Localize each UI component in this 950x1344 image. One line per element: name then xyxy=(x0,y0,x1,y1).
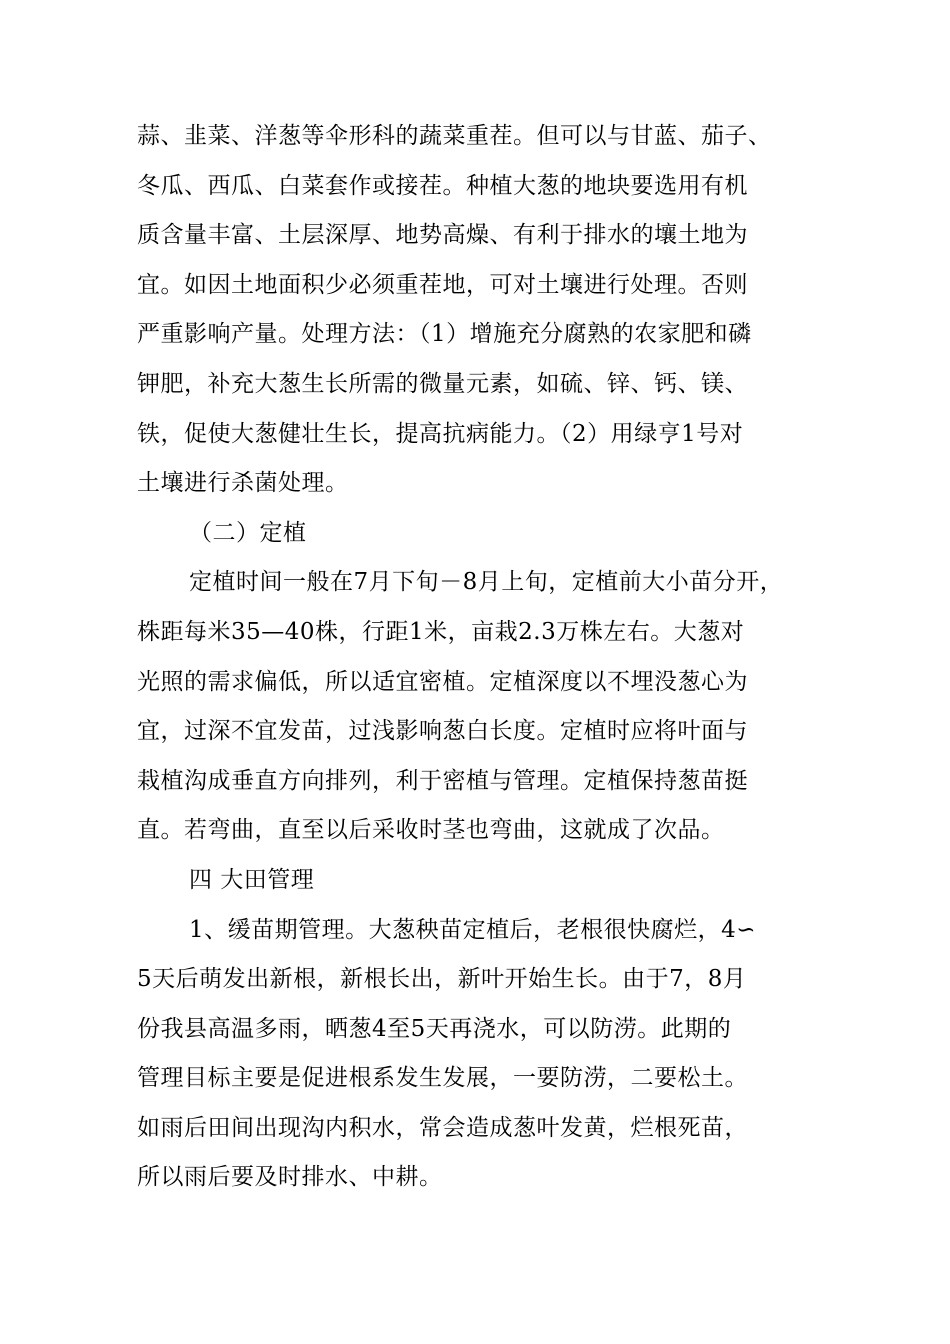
text-line: 管理目标主要是促进根系发生发展，一要防涝，二要松土。 xyxy=(137,1065,748,1092)
text-line: 质含量丰富、土层深厚、地势高燥、有利于排水的壤土地为 xyxy=(137,222,748,249)
text-line: 宜，过深不宜发苗，过浅影响葱白长度。定植时应将叶面与 xyxy=(137,718,748,745)
body-text xyxy=(137,112,827,1203)
text-line: 栽植沟成垂直方向排列，利于密植与管理。定植保持葱苗挺 xyxy=(137,767,748,794)
text-line: （二）定植 xyxy=(189,519,307,546)
text-line: 定植时间一般在7月下旬－8月上旬，定植前大小苗分开， xyxy=(189,569,784,596)
text-line: 株距每米35—40株，行距1米，亩栽2.3万株左右。大葱对 xyxy=(137,618,745,645)
text-line: 所以雨后要及时排水、中耕。 xyxy=(137,1164,443,1191)
text-line: 铁，促使大葱健壮生长，提高抗病能力。（2）用绿亨1号对 xyxy=(137,420,744,447)
text-line: 如雨后田间出现沟内积水，常会造成葱叶发黄，烂根死苗， xyxy=(137,1114,748,1141)
text-line: 严重影响产量。处理方法：（1）增施充分腐熟的农家肥和磷 xyxy=(137,321,752,348)
text-line: 5天后萌发出新根，新根长出，新叶开始生长。由于7，8月 xyxy=(137,966,747,993)
text-line: 蒜、韭菜、洋葱等伞形科的蔬菜重茬。但可以与甘蓝、茄子、 xyxy=(137,123,772,149)
text-line: 土壤进行杀菌处理。 xyxy=(137,470,349,497)
text-line: 宜。如因土地面积少必须重茬地，可对土壤进行处理。否则 xyxy=(137,271,748,298)
text-line: 份我县高温多雨，晒葱4至5天再浇水，可以防涝。此期的 xyxy=(137,1015,732,1042)
text-line: 直。若弯曲，直至以后采收时茎也弯曲，这就成了次品。 xyxy=(137,817,725,844)
text-line: 冬瓜、西瓜、白菜套作或接茬。种植大葱的地块要选用有机 xyxy=(137,172,748,199)
text-line: 四 大田管理 xyxy=(189,866,315,893)
text-line: 钾肥，补充大葱生长所需的微量元素，如硫、锌、钙、镁、 xyxy=(137,370,748,397)
text-line: 光照的需求偏低，所以适宜密植。定植深度以不埋没葱心为 xyxy=(137,668,748,695)
text-line: 1、缓苗期管理。大葱秧苗定植后，老根很快腐烂，4∽ xyxy=(189,916,757,943)
